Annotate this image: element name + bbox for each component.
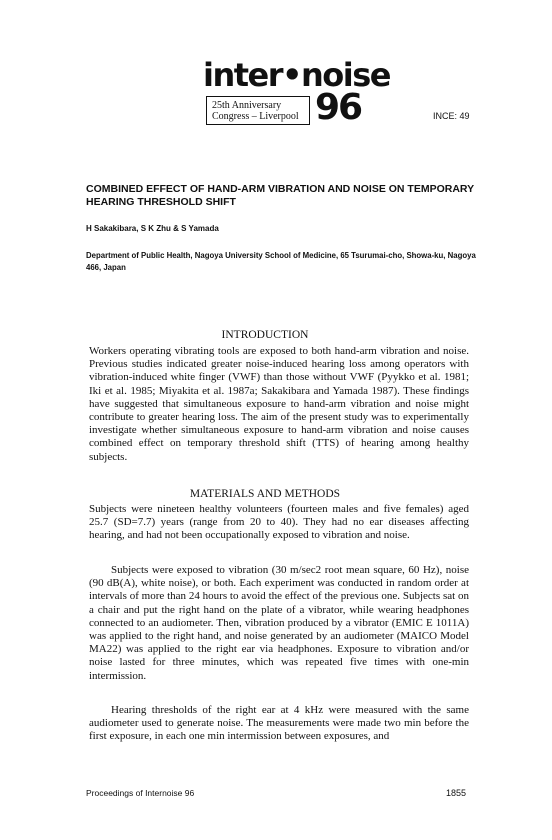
logo-year: 96 <box>315 87 362 128</box>
heading-introduction: INTRODUCTION <box>221 329 309 341</box>
heading-methods: MATERIALS AND METHODS <box>189 488 341 500</box>
author-affiliation: Department of Public Health, Nagoya University School of Medicine, 65 Tsurumai-cho, Showa-ku, Nagoya 466, Japan <box>86 251 476 272</box>
paper-authors: H Sakakibara, S K Zhu & S Yamada <box>86 224 219 233</box>
conference-logo <box>203 56 390 130</box>
methods-paragraph-exposure: Subjects were exposed to vibration (30 m/sec2 root mean square, 60 Hz), noise (90 dB(A), white noise), or both. Each experiment was conducted in random order at intervals of more than 24 hours to avoid the effect of the previous one. Subjects sat on a chair and put the right hand on the plate of a vibrator, while wearing headphones connected to an audiometer. Then, vibration produced by a vibrator (EMIC E 1011A) was applied to the right hand, and noise generated by an audiometer (MAICO Model MA22) was applied to the right ear via headphones. Exposure to vibration and/or noise lasted for three minutes, which was repeated five times with one-min intermission. <box>89 564 469 682</box>
footer-proceedings: Proceedings of Internoise 96 <box>86 788 195 798</box>
methods-paragraph-hearing: Hearing thresholds of the right ear at 4 kHz were measured with the same audiometer used to generate noise. The measurements were made two min before the first exposure, in each one min intermission between exposures, and <box>89 704 469 743</box>
logo-box-line2: Congress – Liverpool <box>212 111 299 122</box>
logo-wordmark: inter•noise <box>203 56 390 94</box>
logo-box-line1: 25th Anniversary <box>212 100 282 111</box>
intro-paragraph: Workers operating vibrating tools are exposed to both hand-arm vibration and noise. Previous studies indicated greater noise-induced hearing loss among operators with vibration-induced white finger (VWF) than those without VWF (Pyykko et al. 1981; Iki et al. 1985; Miyakita et al. 1987a; Sakakibara and Yamada 1987). These findings have suggested that simultaneous exposure to hand-arm vibration and noise might contribute to greater hearing loss. The aim of the present study was to experimentally investigate whether simultaneous exposure to hand-arm vibration and noise causes combined effect on temporary threshold shift (TTS) of hearing among healthy subjects. <box>89 345 469 463</box>
logo-anniversary-box <box>206 96 310 125</box>
methods-paragraph-subjects: Subjects were nineteen healthy volunteers (fourteen males and five females) aged 25.7 (SD=7.7) years (range from 20 to 40). They had no ear diseases affecting hearing, and had not been occupationally exposed to vibration and noise. <box>89 503 469 542</box>
footer-page-number: 1855 <box>446 788 467 798</box>
paper-code: INCE: 49 <box>433 111 470 121</box>
paper-title: COMBINED EFFECT OF HAND-ARM VIBRATION AND NOISE ON TEMPORARY HEARING THRESHOLD SHIFT <box>86 183 474 208</box>
